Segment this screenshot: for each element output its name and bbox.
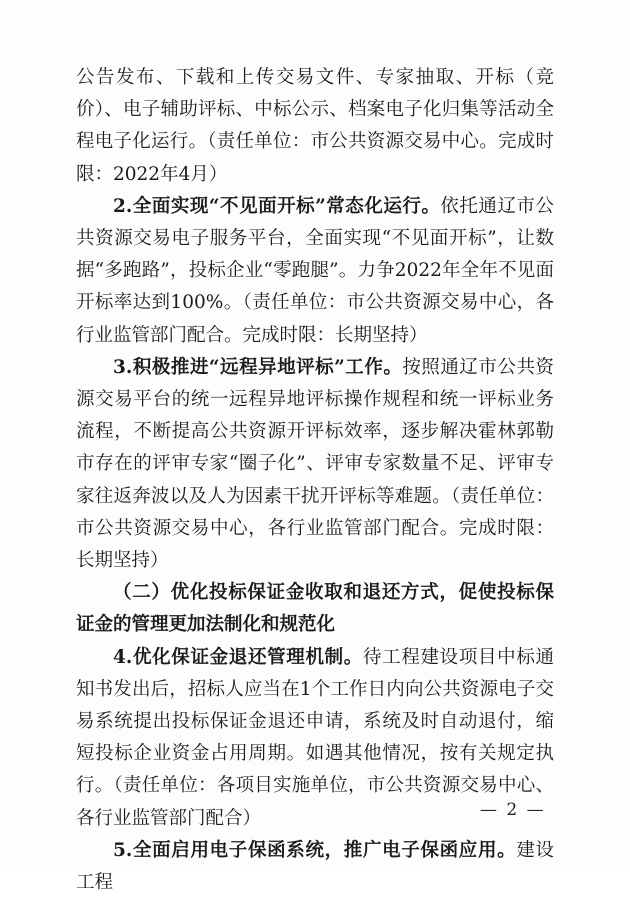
paragraph-1 [76,62,554,191]
paragraph-3-lead: 3.积极推进“远程异地评标”工作。 [113,356,403,378]
paragraph-4-text: 待工程建设项目中标通知书发出后，招标人应当在1个工作日内向公共资源电子交易系统提出投标保证金退还申请，系统及时自动退付，缩短投标企业资金占用周期。如遇其他情况，按有关规定执行。（责任单位：各项目实施单位，市公共资源交易中心、各行业监管部门配合） [76,646,554,829]
paragraph-2-text: 依托通辽市公共资源交易电子服务平台，全面实现“不见面开标”，让数据“多跑路”，投标企业“零跑腿”。力争2022年全年不见面开标率达到100%。（责任单位：市公共资源交易中心，各行业监管部门配合。完成时限：长期坚持） [76,195,554,346]
paragraph-5-text: 建设工程 [76,839,554,894]
paragraph-4-lead: 4.优化保证金退还管理机制。 [113,646,363,668]
paragraph-3 [76,352,554,577]
paragraph-3-text: 按照通辽市公共资源交易平台的统一远程异地评标操作规程和统一评标业务流程，不断提高公共资源开评标效率，逐步解决霍林郭勒市存在的评审专家“圈子化”、评审专家数量不足、评审专家往返奔波以及人为因素干扰开评标等难题。（责任单位：市公共资源交易中心，各行业监管部门配合。完成时限：长期坚持） [76,356,554,572]
document-body [76,62,554,899]
paragraph-5-lead: 5.全面启用电子保函系统，推广电子保函应用。 [113,839,517,861]
paragraph-2-lead: 2.全面实现“不见面开标”常态化运行。 [113,195,441,217]
paragraph-2 [76,191,554,352]
page-number: — 2 — [480,800,546,820]
paragraph-1-text: 公告发布、下载和上传交易文件、专家抽取、开标（竞价）、电子辅助评标、中标公示、档案电子化归集等活动全程电子化运行。（责任单位：市公共资源交易中心。完成时限：2022年4月） [76,67,554,185]
paragraph-5 [76,835,554,899]
section-heading: （二）优化投标保证金收取和退还方式，促使投标保证金的管理更加法制化和规范化 [76,582,554,636]
